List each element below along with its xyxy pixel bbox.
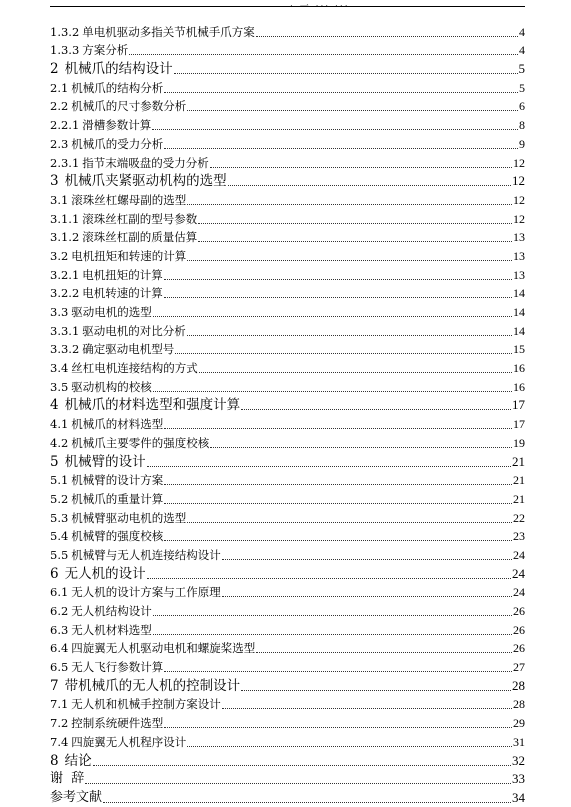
toc-entry[interactable] bbox=[50, 358, 525, 377]
toc-leader-dots bbox=[164, 539, 512, 541]
toc-entry-number: 3.4 bbox=[50, 361, 69, 376]
toc-entry-number: 3.5 bbox=[50, 379, 69, 394]
toc-entry-page-number: 5 bbox=[518, 61, 525, 77]
toc-entry-number: 4.2 bbox=[50, 435, 69, 450]
toc-entry-title: 机械爪的材料选型 bbox=[71, 417, 164, 432]
toc-entry[interactable] bbox=[50, 433, 525, 452]
toc-entry-title: 参考文献 bbox=[50, 789, 103, 805]
toc-entry-label bbox=[50, 453, 146, 471]
toc-leader-dots bbox=[228, 184, 511, 186]
toc-leader-dots bbox=[103, 801, 511, 803]
toc-entry-title: 四旋翼无人机驱动电机和螺旋桨选型 bbox=[71, 641, 256, 656]
toc-entry-label bbox=[50, 621, 152, 639]
toc-leader-dots bbox=[198, 222, 512, 224]
toc-entry-label bbox=[50, 509, 186, 527]
toc-entry-number: 2 bbox=[50, 61, 59, 78]
toc-entry[interactable] bbox=[50, 527, 525, 546]
toc-entry-number: 7 bbox=[50, 677, 59, 694]
toc-leader-dots bbox=[187, 745, 512, 747]
toc-entry-number: 2.3.1 bbox=[50, 155, 80, 170]
toc-entry[interactable] bbox=[50, 695, 525, 714]
toc-leader-dots bbox=[164, 427, 512, 429]
toc-entry-label bbox=[50, 639, 255, 657]
toc-entry-title: 带机械爪的无人机的控制设计 bbox=[64, 677, 241, 694]
toc-leader-dots bbox=[187, 109, 518, 111]
toc-entry[interactable] bbox=[50, 228, 525, 247]
toc-entry[interactable] bbox=[50, 676, 525, 695]
toc-entry-label bbox=[50, 23, 255, 41]
toc-entry[interactable] bbox=[50, 620, 525, 639]
toc-entry-label bbox=[50, 210, 197, 228]
toc-entry-label bbox=[50, 527, 163, 545]
toc-entry-page-number: 22 bbox=[513, 510, 525, 525]
toc-entry-label bbox=[50, 154, 209, 172]
toc-entry-label bbox=[50, 378, 152, 396]
toc-entry-page-number: 14 bbox=[513, 323, 525, 338]
toc-entry-page-number: 32 bbox=[512, 752, 525, 768]
toc-entry-title: 指节末端吸盘的受力分析 bbox=[82, 155, 209, 170]
toc-entry[interactable] bbox=[50, 732, 525, 751]
toc-entry-title: 谢 辞 bbox=[50, 771, 85, 787]
toc-entry-page-number: 26 bbox=[513, 604, 525, 618]
toc-entry[interactable] bbox=[50, 190, 525, 209]
toc-entry-label bbox=[50, 60, 173, 78]
toc-entry-number: 3 bbox=[50, 173, 59, 190]
toc-entry-label bbox=[50, 191, 186, 209]
toc-entry-label bbox=[50, 247, 186, 265]
toc-entry-page-number: 26 bbox=[513, 622, 525, 637]
toc-entry-title: 机械臂与无人机连接结构设计 bbox=[71, 547, 221, 562]
toc-leader-dots bbox=[222, 558, 512, 560]
toc-entry-label bbox=[50, 41, 128, 59]
toc-leader-dots bbox=[210, 166, 512, 168]
toc-entry[interactable] bbox=[50, 97, 525, 116]
toc-entry-label bbox=[50, 789, 102, 807]
toc-entry-title: 机械爪的结构设计 bbox=[64, 61, 173, 78]
toc-entry-title: 结论 bbox=[64, 752, 92, 769]
toc-entry-label bbox=[50, 266, 163, 284]
toc-entry-page-number: 19 bbox=[513, 435, 525, 450]
toc-entry[interactable] bbox=[50, 78, 525, 97]
toc-entry-title: 机械爪的重量计算 bbox=[71, 491, 164, 506]
toc-leader-dots bbox=[85, 782, 511, 784]
toc-entry-title: 丝杠电机连接结构的方式 bbox=[71, 361, 198, 376]
toc-entry-label bbox=[50, 471, 163, 489]
toc-entry[interactable] bbox=[50, 657, 525, 676]
toc-leader-dots bbox=[164, 502, 512, 504]
toc-entry[interactable] bbox=[50, 489, 525, 508]
toc-entry[interactable] bbox=[50, 340, 525, 359]
toc-entry-number: 3.1 bbox=[50, 192, 69, 207]
toc-entry-label bbox=[50, 396, 240, 414]
toc-leader-dots bbox=[164, 483, 512, 485]
toc-entry-page-number: 23 bbox=[513, 529, 525, 544]
toc-entry-label bbox=[50, 116, 151, 134]
toc-entry-page-number: 21 bbox=[513, 491, 525, 506]
toc-entry-label bbox=[50, 322, 186, 340]
toc-leader-dots bbox=[187, 203, 512, 205]
toc-leader-dots bbox=[256, 35, 518, 37]
toc-entry-number: 5.5 bbox=[50, 547, 69, 562]
toc-entry-number: 5.4 bbox=[50, 529, 69, 544]
toc-entry[interactable] bbox=[50, 396, 525, 415]
toc-entry-page-number: 12 bbox=[513, 155, 525, 170]
toc-leader-dots bbox=[129, 53, 518, 55]
toc-entry-page-number: 21 bbox=[513, 473, 525, 488]
toc-entry-page-number: 29 bbox=[513, 716, 525, 731]
toc-entry-label bbox=[50, 97, 186, 115]
toc-entry-page-number: 9 bbox=[519, 136, 525, 151]
toc-entry-page-number: 4 bbox=[519, 24, 525, 39]
toc-entry[interactable] bbox=[50, 751, 525, 770]
toc-entry[interactable] bbox=[50, 265, 525, 284]
toc-entry-title: 机械爪主要零件的强度校核 bbox=[71, 435, 210, 450]
toc-entry-title: 滚珠丝杠副的型号参数 bbox=[82, 211, 198, 226]
toc-entry[interactable] bbox=[50, 639, 525, 658]
toc-leader-dots bbox=[153, 315, 512, 317]
toc-entry[interactable] bbox=[50, 59, 525, 78]
toc-entry-label bbox=[50, 490, 163, 508]
toc-entry-page-number: 24 bbox=[512, 565, 525, 581]
toc-entry[interactable] bbox=[50, 545, 525, 564]
toc-entry-title: 无人机和机械手控制方案设计 bbox=[71, 697, 221, 712]
toc-entry-page-number: 28 bbox=[512, 677, 525, 693]
toc-entry-number: 7.1 bbox=[50, 697, 69, 712]
toc-entry-page-number: 14 bbox=[513, 286, 525, 301]
toc-entry-number: 6.5 bbox=[50, 660, 69, 675]
toc-leader-dots bbox=[222, 707, 512, 709]
toc-entry-number: 7.4 bbox=[50, 734, 69, 749]
toc-leader-dots bbox=[199, 371, 512, 373]
toc-entry-title: 驱动电机的对比分析 bbox=[82, 323, 186, 338]
toc-entry-number: 6 bbox=[50, 565, 59, 582]
toc-entry-title: 机械爪夹紧驱动机构的选型 bbox=[64, 173, 227, 190]
toc-entry[interactable] bbox=[50, 377, 525, 396]
toc-entry[interactable] bbox=[50, 583, 525, 602]
toc-entry-number: 3.2 bbox=[50, 248, 69, 263]
toc-entry[interactable] bbox=[50, 713, 525, 732]
toc-entry-number: 5.2 bbox=[50, 491, 69, 506]
toc-entry[interactable] bbox=[50, 564, 525, 583]
toc-entry-number: 6.2 bbox=[50, 604, 69, 618]
toc-entry-number: 3.3.1 bbox=[50, 323, 80, 338]
toc-entry-page-number: 24 bbox=[513, 547, 525, 562]
toc-entry-label bbox=[50, 714, 163, 732]
toc-leader-dots bbox=[153, 390, 512, 392]
toc-entry-label bbox=[50, 415, 163, 433]
toc-entry-page-number: 28 bbox=[513, 697, 525, 712]
toc-entry-page-number: 4 bbox=[519, 43, 525, 58]
toc-entry-title: 电机扭矩的计算 bbox=[82, 267, 163, 282]
toc-entry-title: 机械爪的受力分析 bbox=[71, 136, 164, 151]
toc-leader-dots bbox=[152, 128, 518, 130]
toc-leader-dots bbox=[164, 278, 512, 280]
toc-entry-page-number: 16 bbox=[513, 379, 525, 394]
toc-entry-title: 滚珠丝杠螺母副的选型 bbox=[71, 192, 187, 207]
toc-entry[interactable] bbox=[50, 471, 525, 490]
toc-leader-dots bbox=[187, 521, 512, 523]
toc-entry[interactable] bbox=[50, 284, 525, 303]
toc-entry-title: 驱动电机的选型 bbox=[71, 305, 152, 319]
toc-leader-dots bbox=[93, 764, 511, 766]
toc-entry-page-number: 12 bbox=[513, 211, 525, 226]
toc-entry[interactable] bbox=[50, 153, 525, 172]
toc-entry-title: 机械臂的强度校核 bbox=[71, 529, 164, 544]
toc-entry-page-number: 12 bbox=[513, 192, 525, 207]
toc-entry-page-number: 8 bbox=[519, 118, 525, 133]
toc-entry-label bbox=[50, 434, 209, 452]
toc-leader-dots bbox=[210, 446, 512, 448]
toc-entry-number: 2.2 bbox=[50, 99, 69, 114]
toc-entry-page-number: 21 bbox=[512, 453, 525, 469]
toc-entry-label bbox=[50, 79, 163, 97]
toc-leader-dots bbox=[256, 651, 512, 653]
toc-entry-number: 3.1.1 bbox=[50, 211, 80, 226]
toc-entry[interactable] bbox=[50, 508, 525, 527]
toc-entry[interactable] bbox=[50, 134, 525, 153]
toc-entry-label bbox=[50, 583, 221, 601]
toc-leader-dots bbox=[164, 296, 512, 298]
toc-leader-dots bbox=[241, 689, 511, 691]
toc-leader-dots bbox=[164, 91, 518, 93]
toc-leader-dots bbox=[187, 334, 512, 336]
toc-entry-page-number: 5 bbox=[519, 80, 525, 95]
toc-entry-number: 5 bbox=[50, 453, 59, 470]
toc-entry-title: 单电机驱动多指关节机械手爪方案 bbox=[82, 24, 255, 39]
toc-entry-number: 7.2 bbox=[50, 716, 69, 731]
toc-entry-number: 3.2.1 bbox=[50, 267, 80, 282]
toc-entry-page-number: 26 bbox=[513, 641, 525, 656]
toc-entry-label bbox=[50, 546, 221, 564]
toc-entry[interactable] bbox=[50, 601, 525, 620]
toc-leader-dots bbox=[147, 577, 511, 579]
toc-entry-label bbox=[50, 733, 186, 751]
toc-entry-title: 机械臂的设计方案 bbox=[71, 473, 164, 488]
toc-entry-title: 确定驱动电机型号 bbox=[82, 342, 175, 357]
toc-entry-title: 滚珠丝杠副的质量估算 bbox=[82, 230, 198, 245]
toc-entry-title: 机械臂的设计 bbox=[64, 453, 146, 470]
toc-entry-number: 3.3 bbox=[50, 305, 69, 319]
toc-entry-label bbox=[50, 602, 152, 620]
toc-entry-number: 3.1.2 bbox=[50, 230, 80, 245]
toc-entry-title: 机械爪的尺寸参数分析 bbox=[71, 99, 187, 114]
toc-entry-label bbox=[50, 359, 198, 377]
toc-entry-number: 4.1 bbox=[50, 417, 69, 432]
toc-entry-page-number: 13 bbox=[513, 267, 525, 282]
toc-entry[interactable] bbox=[50, 22, 525, 41]
toc-entry[interactable] bbox=[50, 115, 525, 134]
toc-entry[interactable] bbox=[50, 41, 525, 60]
toc-leader-dots bbox=[222, 595, 512, 597]
header-rule bbox=[50, 2, 525, 12]
toc-leader-dots bbox=[164, 670, 512, 672]
toc-entry-title: 无人机的设计方案与工作原理 bbox=[71, 585, 221, 600]
toc-entry[interactable] bbox=[50, 452, 525, 471]
header-fragment: · 一 ··· ··· bbox=[290, 2, 350, 12]
toc-entry-number: 5.3 bbox=[50, 510, 69, 525]
toc-entry-title: 驱动机构的校核 bbox=[71, 379, 152, 394]
toc-entry-number: 5.1 bbox=[50, 473, 69, 488]
toc-entry-page-number: 33 bbox=[512, 771, 525, 787]
toc-leader-dots bbox=[175, 352, 512, 354]
toc-leader-dots bbox=[174, 72, 518, 74]
toc-entry-label bbox=[50, 752, 92, 770]
toc-entry-label bbox=[50, 303, 152, 321]
toc-entry-title: 无人飞行参数计算 bbox=[71, 660, 164, 675]
toc-entry-page-number: 24 bbox=[513, 585, 525, 600]
toc-entry[interactable] bbox=[50, 246, 525, 265]
toc-entry-label bbox=[50, 228, 197, 246]
toc-entry-page-number: 34 bbox=[512, 789, 525, 805]
toc-entry-title: 四旋翼无人机程序设计 bbox=[71, 734, 187, 749]
toc-entry-page-number: 15 bbox=[513, 342, 525, 357]
toc-entry-number: 1.3.3 bbox=[50, 43, 80, 58]
toc-entry-label bbox=[50, 340, 174, 358]
toc-entry[interactable] bbox=[50, 302, 525, 321]
toc-leader-dots bbox=[198, 240, 512, 242]
toc-entry-label bbox=[50, 135, 163, 153]
toc-entry-number: 4 bbox=[50, 397, 59, 414]
toc-entry-page-number: 27 bbox=[513, 660, 525, 675]
toc-entry-title: 机械爪的结构分析 bbox=[71, 80, 164, 95]
toc-entry-number: 6.1 bbox=[50, 585, 69, 600]
toc-entry-label bbox=[50, 677, 240, 695]
toc-leader-dots bbox=[153, 633, 512, 635]
toc-entry-title: 控制系统硬件选型 bbox=[71, 716, 164, 731]
table-of-contents bbox=[50, 22, 525, 807]
toc-entry-page-number: 17 bbox=[513, 417, 525, 432]
toc-entry-number: 6.4 bbox=[50, 641, 69, 656]
toc-leader-dots bbox=[153, 614, 512, 616]
toc-entry-label bbox=[50, 565, 146, 583]
toc-entry-page-number: 13 bbox=[513, 248, 525, 263]
toc-leader-dots bbox=[164, 147, 518, 149]
toc-entry-label bbox=[50, 284, 163, 302]
toc-entry-number: 8 bbox=[50, 752, 59, 769]
toc-entry[interactable] bbox=[50, 172, 525, 191]
toc-entry-page-number: 14 bbox=[513, 305, 525, 319]
toc-entry-label bbox=[50, 770, 84, 788]
toc-entry-page-number: 31 bbox=[513, 734, 525, 749]
toc-entry-title: 无人机的设计 bbox=[64, 565, 146, 582]
toc-entry-page-number: 17 bbox=[512, 397, 525, 413]
toc-entry-number: 1.3.2 bbox=[50, 24, 80, 39]
toc-entry-number: 3.3.2 bbox=[50, 342, 80, 357]
toc-entry-title: 方案分析 bbox=[82, 43, 129, 58]
toc-entry[interactable] bbox=[50, 414, 525, 433]
toc-entry-number: 2.1 bbox=[50, 80, 69, 95]
toc-entry-page-number: 6 bbox=[519, 99, 525, 114]
toc-entry-title: 无人机结构设计 bbox=[71, 604, 152, 618]
toc-entry[interactable] bbox=[50, 209, 525, 228]
toc-entry-page-number: 12 bbox=[512, 173, 525, 189]
toc-entry-title: 机械臂驱动电机的选型 bbox=[71, 510, 187, 525]
toc-entry-page-number: 13 bbox=[513, 230, 525, 245]
toc-entry-number: 3.2.2 bbox=[50, 286, 80, 301]
toc-entry[interactable] bbox=[50, 321, 525, 340]
toc-entry-number: 6.3 bbox=[50, 622, 69, 637]
toc-entry-number: 2.3 bbox=[50, 136, 69, 151]
toc-entry-title: 无人机材料选型 bbox=[71, 622, 152, 637]
toc-entry-title: 电机扭矩和转速的计算 bbox=[71, 248, 187, 263]
toc-entry-title: 电机转速的计算 bbox=[82, 286, 163, 301]
toc-entry-title: 机械爪的材料选型和强度计算 bbox=[64, 397, 241, 414]
toc-entry[interactable] bbox=[50, 788, 525, 807]
toc-leader-dots bbox=[241, 408, 511, 410]
toc-entry[interactable] bbox=[50, 770, 525, 789]
toc-leader-dots bbox=[187, 259, 512, 261]
toc-entry-label bbox=[50, 695, 221, 713]
toc-entry-page-number: 16 bbox=[513, 361, 525, 376]
toc-leader-dots bbox=[147, 465, 511, 467]
toc-entry-number: 2.2.1 bbox=[50, 118, 80, 133]
toc-entry-title: 滑槽参数计算 bbox=[82, 118, 152, 133]
toc-entry-label bbox=[50, 172, 227, 190]
toc-leader-dots bbox=[164, 726, 512, 728]
toc-entry-label bbox=[50, 658, 163, 676]
